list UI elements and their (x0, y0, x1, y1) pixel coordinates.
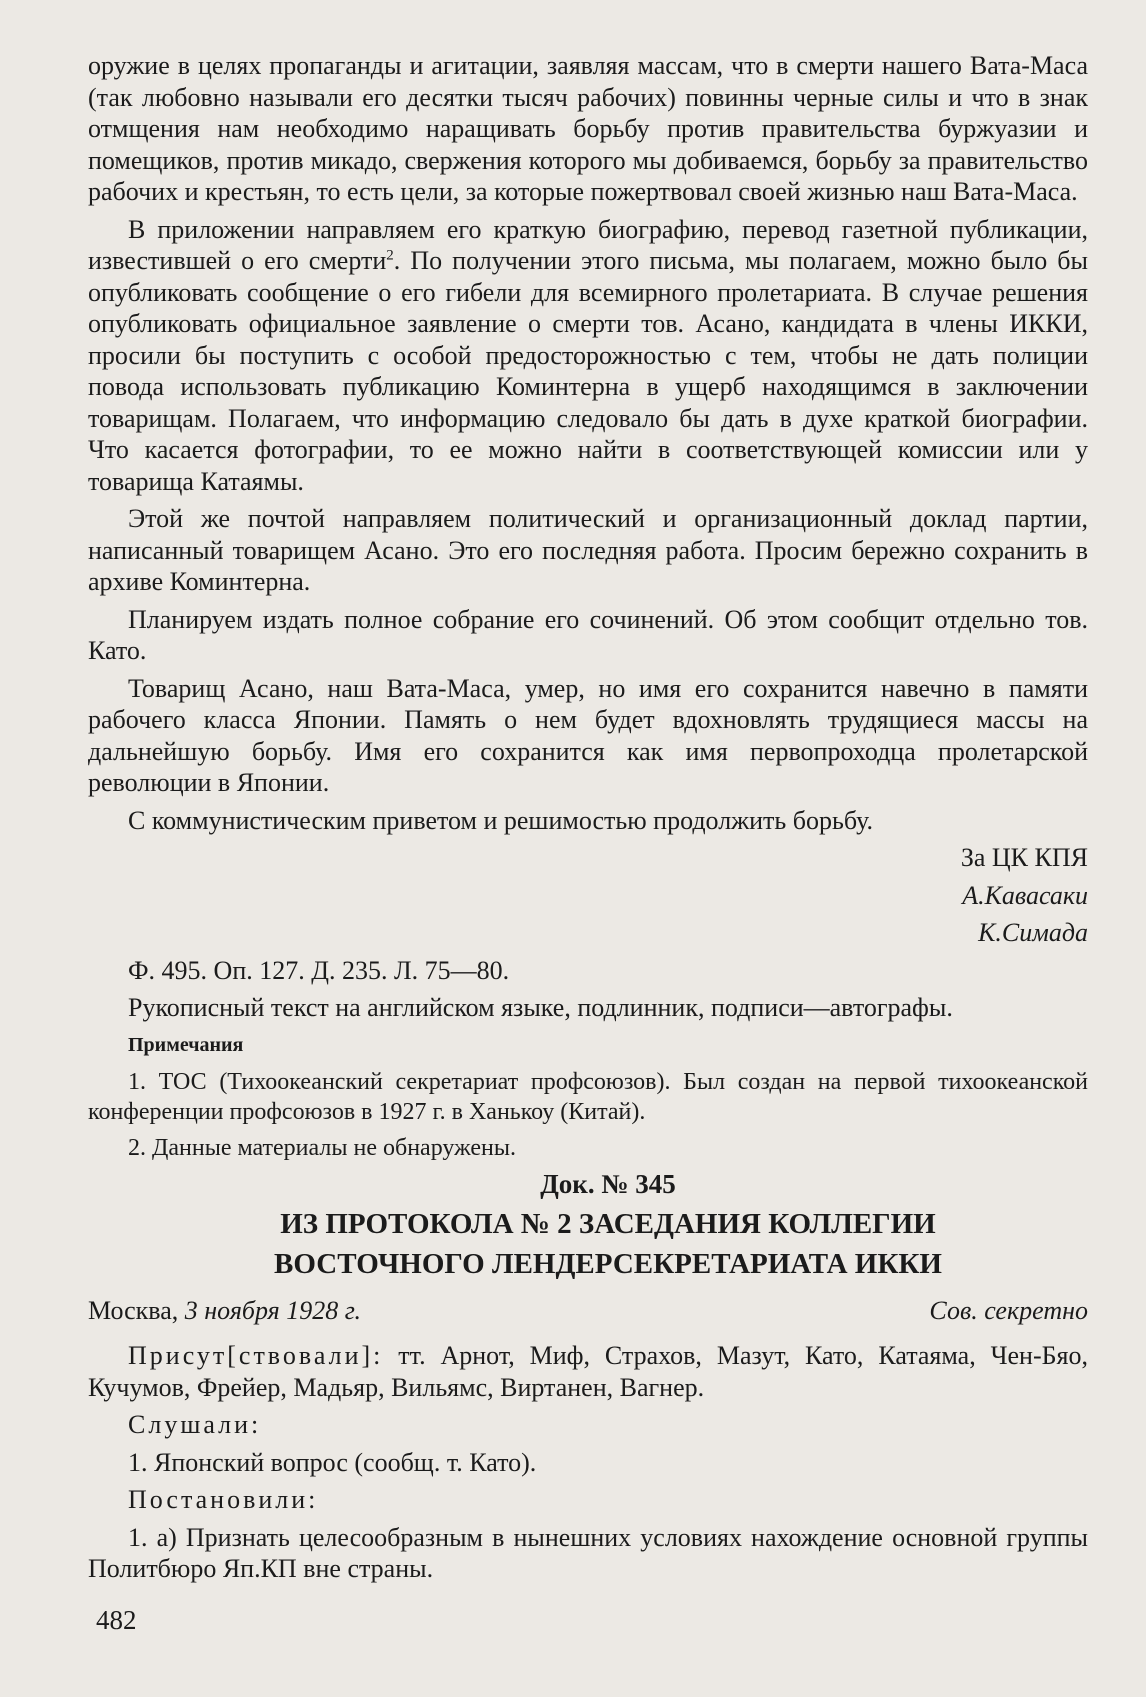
document-body (88, 50, 1088, 1591)
archive-reference: Ф. 495. Оп. 127. Д. 235. Л. 75—80. (128, 955, 510, 985)
document-title-line: ВОСТОЧНОГО ЛЕНДЕРСЕКРЕТАРИАТА ИККИ (274, 1247, 942, 1280)
date: 3 ноября 1928 г. (184, 1295, 362, 1325)
decided-item: 1. а) Признать целесообразным в нынешних условиях нахождение основной группы Политбюро Яп.КП вне страны. (88, 1522, 1088, 1583)
heard-label: Слушали: (128, 1410, 262, 1439)
present-text: тт. Арнот, Миф, Страхов, Мазут, Като, Катаяма, Чен-Бяо, Кучумов, Фрейер, Мадьяр, Вильямс, Виртанен, Вагнер. (88, 1341, 1088, 1402)
footnote-ref: 2 (386, 247, 394, 264)
note-item: 2. Данные материалы не обнаружены. (128, 1135, 516, 1161)
note-item: 1. ТОС (Тихоокеанский секретариат профсоюзов). Был создан на первой тихоокеанской конференции профсоюзов в 1927 г. в Ханькоу (Китай). (88, 1069, 1088, 1125)
place: Москва, (88, 1295, 185, 1325)
paragraph: оружие в целях пропаганды и агитации, заявляя массам, что в смерти нашего Вата-Маса (так любовно называли его десятки тысяч рабочих) повинны черные силы и что в знак отмщения нам необходимо наращивать борьбу против правительства буржуазии и помещиков, против микадо, свержения которого мы добиваемся, борьбу за правительство рабочих и крестьян, то есть цели, за которые пожертвовал своей жизнью наш Вата-Маса. (88, 51, 1088, 206)
signature-name: К.Симада (978, 918, 1088, 947)
signature-org: За ЦК КПЯ (960, 843, 1088, 872)
date-place (88, 1295, 361, 1327)
document-title-line: ИЗ ПРОТОКОЛА № 2 ЗАСЕДАНИЯ КОЛЛЕГИИ (280, 1207, 936, 1240)
paragraph: С коммунистическим приветом и решимостью продолжить борьбу. (128, 805, 873, 835)
heard-item: 1. Японский вопрос (сообщ. т. Като). (128, 1447, 537, 1477)
paragraph: Товарищ Асано, наш Вата-Маса, умер, но имя его сохранится навечно в памяти рабочего класса Японии. Память о нем будет вдохновлять трудящиеся массы на дальнейшую борьбу. Имя его сохранится как имя первопроходца пролетарской революции в Японии. (88, 673, 1088, 797)
present-label: Присут[ствовали]: (128, 1341, 384, 1370)
paragraph: Планируем издать полное собрание его сочинений. Об этом сообщит отдельно тов. Като. (88, 604, 1088, 665)
archive-note: Рукописный текст на английском языке, подлинник, подписи—автографы. (128, 993, 953, 1022)
paragraph: Этой же почтой направляем политический и организационный доклад партии, написанный товарищем Асано. Это его последняя работа. Просим бережно сохранить в архиве Коминтерна. (88, 504, 1088, 596)
date-line (88, 1295, 1088, 1327)
decided-label: Постановили: (128, 1485, 319, 1514)
present-paragraph (88, 1340, 1088, 1403)
paragraph-text: . По получении этого письма, мы полагаем, можно было бы опубликовать сообщение о его гибели для всемирного пролетариата. В случае решения опубликовать официальное заявление о смерти тов. Асано, кандидата в члены ИККИ, просили бы поступить с особой предосторожностью с тем, чтобы не дать полиции повода использовать публикацию Коминтерна в ущерб находящимся в заключении товарищам. Полагаем, что информацию следовало бы дать в духе краткой биографии. Что касается фотографии, то ее можно найти в соответствующей комиссии или у товарища Катаямы. (88, 246, 1088, 496)
classification: Сов. секретно (929, 1295, 1088, 1325)
page-number: 482 (96, 1605, 137, 1635)
notes-title: Примечания (128, 1033, 244, 1056)
paragraph (88, 214, 1088, 498)
document-number: Док. № 345 (540, 1169, 676, 1199)
paragraph-text: В приложении направляем его краткую биографию, перевод газетной публикации, известившей о его смерти (88, 214, 1088, 275)
signature-name: А.Кавасаки (962, 880, 1088, 910)
